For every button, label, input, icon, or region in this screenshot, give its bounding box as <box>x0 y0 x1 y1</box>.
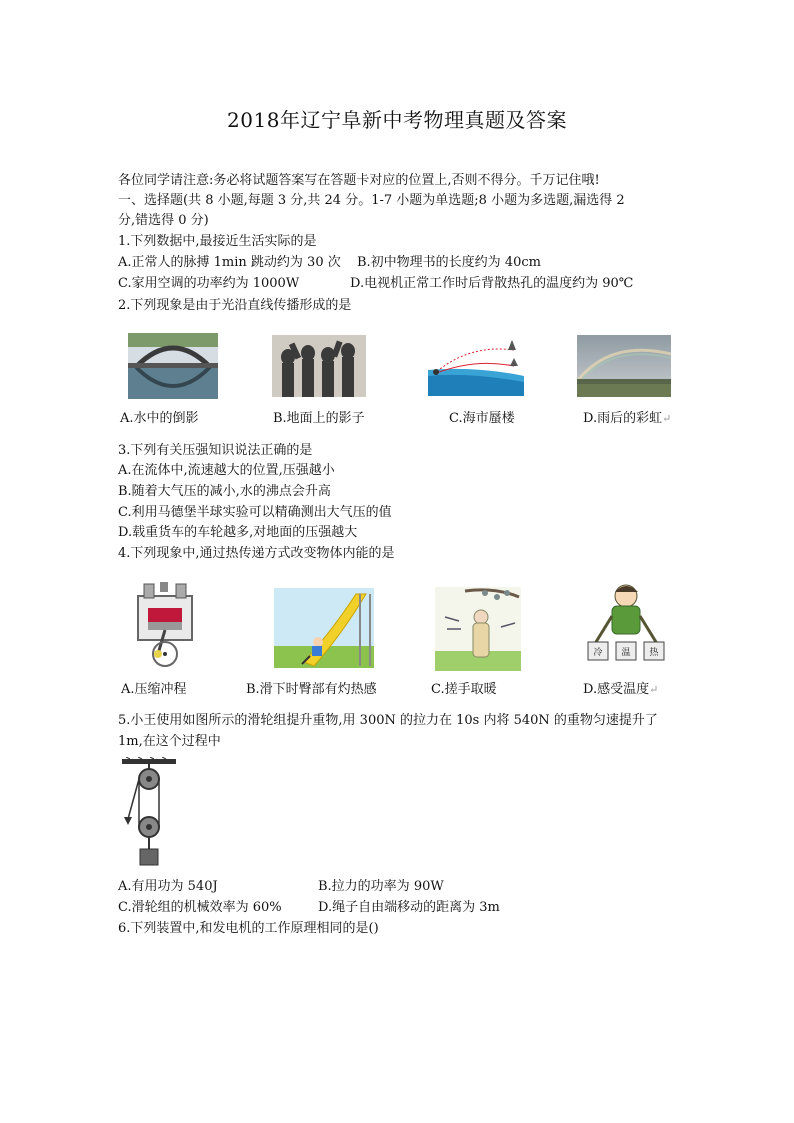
q5-stem-line2: 1m,在这个过程中 <box>118 734 221 749</box>
q2-stem: 2.下列现象是由于光沿直线传播形成的是 <box>118 298 352 313</box>
q1-option-b: B.初中物理书的长度约为 40cm <box>357 255 541 270</box>
rainbow-image <box>577 335 671 397</box>
q4-option-d: D.感受温度↵ <box>583 682 659 697</box>
q2-option-d: D.雨后的彩虹↵ <box>583 411 672 426</box>
q4-option-c: C.搓手取暖 <box>431 682 497 697</box>
slide-image <box>274 588 374 668</box>
hot-label: 热 <box>649 648 659 658</box>
engine-compression-stroke-image <box>130 582 200 670</box>
return-mark: ↵ <box>649 683 659 696</box>
q1-option-d: D.电视机正常工作时后背散热孔的温度约为 90℃ <box>350 276 634 291</box>
q5-option-a: A.有用功为 540J <box>118 879 218 894</box>
rubbing-hands-image <box>435 587 521 671</box>
q2-option-b: B.地面上的影子 <box>273 411 365 426</box>
q3-option-a: A.在流体中,流速越大的位置,压强越小 <box>118 463 335 478</box>
q3-option-b: B.随着大气压的减小,水的沸点会升高 <box>118 484 331 499</box>
q1-stem: 1.下列数据中,最接近生活实际的是 <box>118 234 317 249</box>
q1-option-a: A.正常人的脉搏 1min 跳动约为 30 次 <box>118 255 341 270</box>
q5-stem-line1: 5.小王使用如图所示的滑轮组提升重物,用 300N 的拉力在 10s 内将 540N 的重物匀速提升了 <box>118 713 658 728</box>
feeling-temperature-image <box>578 580 672 668</box>
q3-option-d: D.载重货车的车轮越多,对地面的压强越大 <box>118 525 358 540</box>
section-instructions-line1: 一、选择题(共 8 小题,每题 3 分,共 24 分。1-7 小题为单选题;8 小题为多选题,漏选得 2 <box>118 193 625 208</box>
q1-option-c: C.家用空调的功率约为 1000W <box>118 276 300 291</box>
ground-shadows-image <box>272 335 366 397</box>
q6-stem: 6.下列装置中,和发电机的工作原理相同的是() <box>118 921 379 936</box>
notice-text: 各位同学请注意:务必将试题答案写在答题卡对应的位置上,否则不得分。千万记住哦! <box>118 173 600 188</box>
q4-option-a: A.压缩冲程 <box>121 682 187 697</box>
q4-stem: 4.下列现象中,通过热传递方式改变物体内能的是 <box>118 546 395 561</box>
q3-option-c: C.利用马德堡半球实验可以精确测出大气压的值 <box>118 505 392 520</box>
warm-label: 温 <box>621 648 631 658</box>
q2-option-a: A.水中的倒影 <box>120 411 199 426</box>
q3-stem: 3.下列有关压强知识说法正确的是 <box>118 443 313 458</box>
q2-option-c: C.海市蜃楼 <box>449 411 515 426</box>
q5-option-b: B.拉力的功率为 90W <box>318 879 444 894</box>
pulley-system-image <box>118 757 180 869</box>
section-instructions-line2: 分,错选得 0 分) <box>118 213 209 228</box>
bridge-reflection-image <box>128 333 218 399</box>
q5-option-c: C.滑轮组的机械效率为 60% <box>118 900 282 915</box>
cold-label: 冷 <box>593 648 603 658</box>
mirage-diagram-image <box>428 336 524 396</box>
q5-option-d: D.绳子自由端移动的距离为 3m <box>318 900 500 915</box>
return-mark: ↵ <box>662 412 672 425</box>
page-title: 2018年辽宁阜新中考物理真题及答案 <box>227 108 567 132</box>
q4-option-b: B.滑下时臀部有灼热感 <box>246 682 377 697</box>
